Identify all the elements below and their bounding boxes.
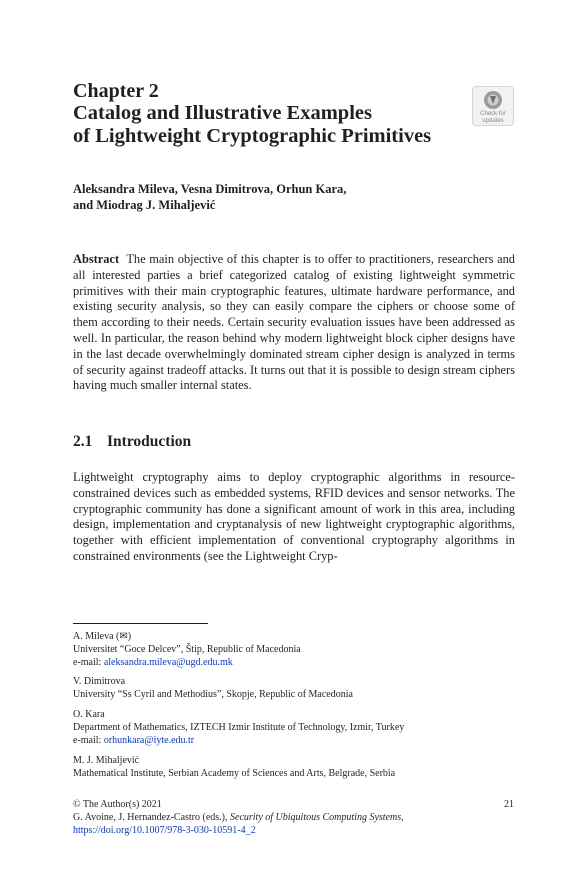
affiliation-mileva [73, 630, 513, 669]
affiliation-email-row [73, 734, 513, 747]
affiliation-name: A. Mileva (✉) [73, 631, 132, 642]
doi-link[interactable]: https://doi.org/10.1007/978-3-030-10591-4_2 [73, 825, 256, 836]
affiliation-institution: Universitet “Goce Delcev”, Štip, Republic of Macedonia [73, 644, 301, 655]
email-label: e-mail: [73, 735, 102, 746]
chapter-title-line-2: of Lightweight Cryptographic Primitives [73, 125, 432, 147]
email-label: e-mail: [73, 657, 102, 668]
affiliation-name: O. Kara [73, 709, 105, 720]
badge-text-line-2: updates [482, 118, 504, 124]
page-footer [73, 798, 473, 837]
chapter-title [73, 102, 493, 148]
affiliation-name: M. J. Mihaljević [73, 755, 140, 766]
email-link[interactable]: aleksandra.mileva@ugd.edu.mk [103, 657, 233, 668]
abstract-label: Abstract [73, 252, 120, 266]
affiliation-institution: University “Ss Cyril and Methodius”, Skopje, Republic of Macedonia [73, 689, 353, 700]
affiliation-institution: Department of Mathematics, IZTECH Izmir Institute of Technology, Izmir, Turkey [73, 722, 405, 733]
chapter-label: Chapter 2 [73, 80, 159, 102]
book-suffix: , [401, 812, 404, 823]
section-title: Introduction [107, 433, 192, 450]
abstract [73, 252, 515, 394]
author-list [73, 181, 513, 213]
affiliation-name: V. Dimitrova [73, 676, 126, 687]
page-number: 21 [504, 799, 514, 810]
author-line-2: and Miodrag J. Mihaljević [73, 198, 216, 212]
check-for-updates-icon [483, 90, 503, 110]
badge-text-line-1: Check for [480, 111, 506, 117]
affiliation-email-row [73, 656, 513, 669]
author-line-1: Aleksandra Mileva, Vesna Dimitrova, Orhun Kara, [73, 182, 347, 196]
affiliation-dimitrova [73, 675, 513, 701]
copyright-notice: © The Author(s) 2021 [73, 799, 162, 810]
affiliation-kara [73, 708, 513, 747]
editors: G. Avoine, J. Hernandez-Castro (eds.), [73, 812, 230, 823]
section-number: 2.1 [73, 433, 93, 450]
section-heading [73, 433, 191, 451]
chapter-title-line-1: Catalog and Illustrative Examples [73, 102, 372, 124]
book-title: Security of Ubiquitous Computing Systems [230, 812, 402, 823]
check-for-updates-badge[interactable] [472, 86, 514, 126]
affiliation-mihaljevic [73, 754, 513, 780]
abstract-text: The main objective of this chapter is to offer to practitioners, researchers and all interested parties a brief categorized catalog of existing lightweight symmetric primitives with their main cryptographic features, ultimate hardware performance, and existing security analysis, so they can easily compare the ciphers or choose some of them according to their needs. Certain security evaluation issues have been addressed as well. In particular, the reason behind why modern lightweight block cipher designs have in the last decade overwhelmingly dominated stream cipher design is analyzed in terms of security against tradeoff attacks. It turns out that it is possible to design stream ciphers having much smaller internal states. [73, 252, 515, 393]
citation-line [73, 811, 473, 824]
affiliation-institution: Mathematical Institute, Serbian Academy of Sciences and Arts, Belgrade, Serbia [73, 768, 396, 779]
email-link[interactable]: orhunkara@iyte.edu.tr [103, 735, 195, 746]
introduction-paragraph: Lightweight cryptography aims to deploy cryptographic algorithms in resource-constrained devices such as embedded systems, RFID devices and sensor networks. The cryptographic community has done a significant amount of work in this area, including design, implementation and cryptanalysis of new lightweight cryptographic algorithms, together with efficient implementation of conventional cryptography algorithms in constrained environments (see the Lightweight Cryp- [73, 470, 515, 563]
footnote-divider [73, 623, 208, 624]
